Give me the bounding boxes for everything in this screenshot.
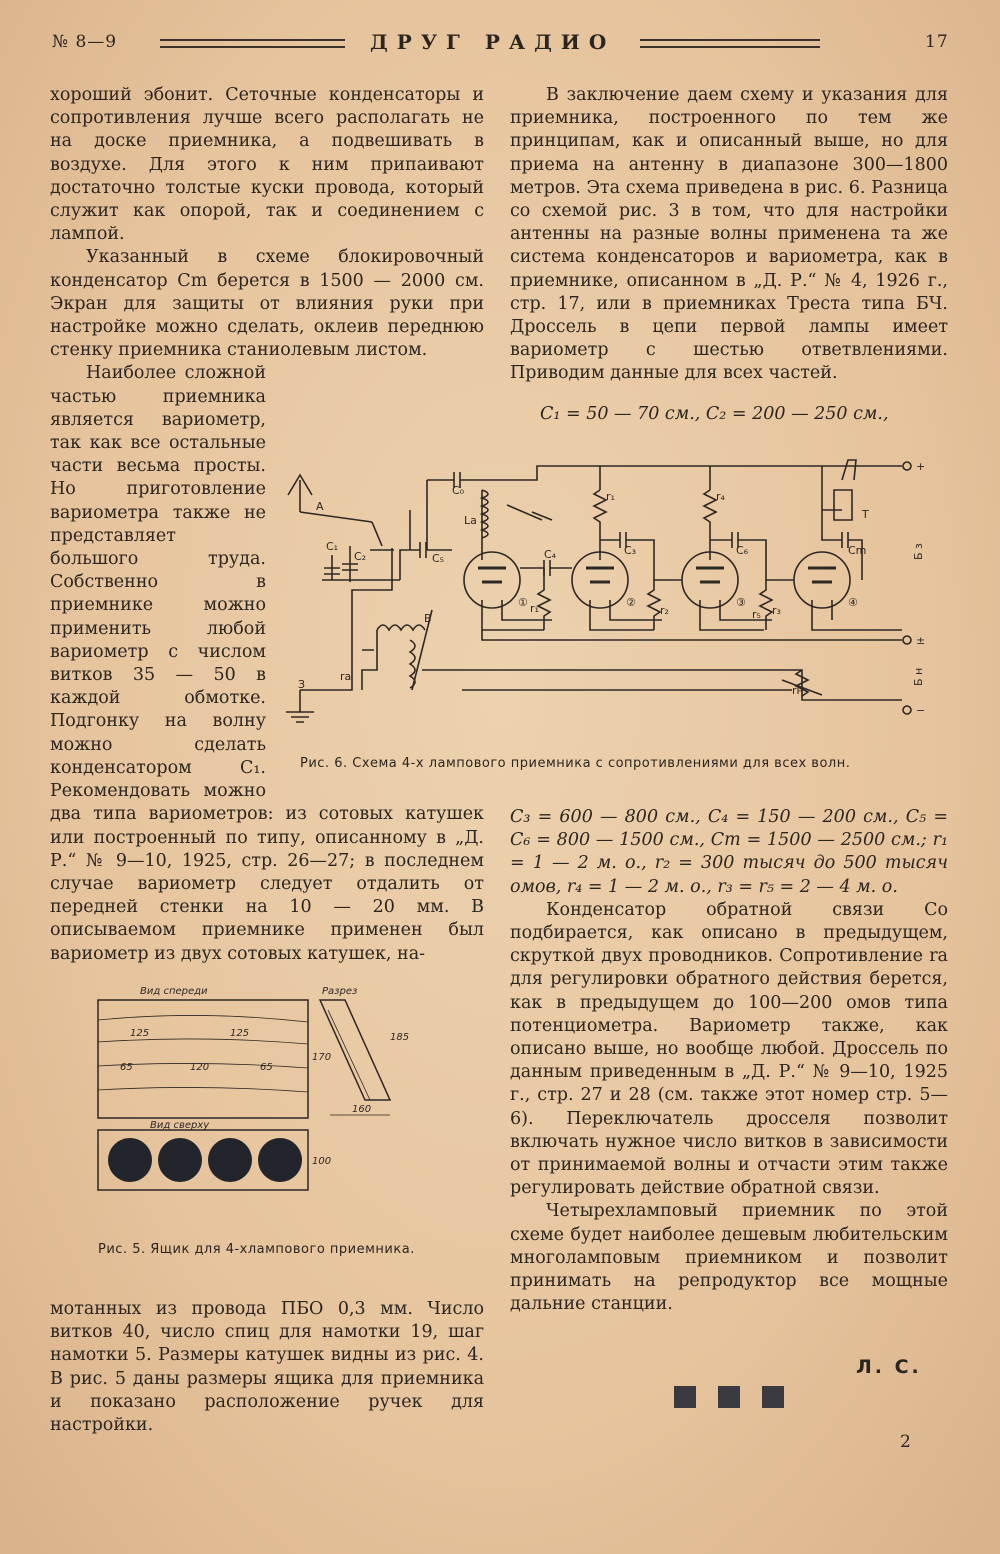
paragraph: хороший эбонит. Сеточные конденсаторы и сопротивления лучше всего располагать не на доске приемника, а подвешивать в воздухе. Для этого к ним припаивают достаточно толстые куски провода, который служит как опорой, так и соединением с лампой. (50, 85, 484, 245)
label-r4: r₄ (716, 490, 725, 503)
footer-number: 2 (900, 1432, 912, 1452)
header-rule-left (160, 39, 345, 48)
paragraph: Четырехламповый приемник по этой схеме будет наиболее дешевым любительским многоламповым приемником и позволит принимать на репродуктор все мощные дальние станции. (510, 1201, 948, 1315)
label-choke: Lа (464, 514, 477, 527)
author-signature: Л. С. (856, 1356, 922, 1378)
label-pm: ± (916, 634, 926, 647)
label-cm: Cm (848, 544, 867, 557)
dim-125: 125 (130, 1028, 150, 1039)
label-c6: C₆ (736, 544, 749, 557)
page-number: 17 (925, 32, 949, 52)
tube-1-label: ① (518, 596, 528, 609)
tube-4-label: ④ (848, 596, 858, 609)
label-c2: C₂ (354, 550, 367, 563)
paragraph: C₃ = 600 — 800 см., C₄ = 150 — 200 см., C₅ = C₆ = 800 — 1500 см., Cm = 1500 — 2500 см.; r₁ = 1 — 2 м. о., r₂ = 300 тысяч до 500 тысяч омов, r₄ = 1 — 2 м. о., r₃ = r₅ = 2 — 4 м. о. (510, 807, 948, 897)
label-r2: r₂ (660, 604, 669, 617)
end-mark-square (762, 1386, 784, 1408)
label-c3: C₃ (624, 544, 637, 557)
label-bat-n: Б н (912, 667, 925, 686)
end-mark-square (674, 1386, 696, 1408)
dim-160: 160 (352, 1104, 372, 1115)
label-r3: r₃ (772, 604, 781, 617)
label-plus: + (916, 460, 926, 473)
dim-65: 65 (260, 1062, 273, 1073)
paragraph: В заключение даем схему и указания для приемника, построенного по тем же принципам, как и описанный выше, но для приема на антенну в диапазоне 300—1800 метров. Эта схема приведена в рис. 6. Разница со схемой рис. 3 в том, что для настройки антенны на разные волны применена та же система конденсаторов и вариометра, как в приемнике, описанном в „Д. Р.“ № 4, 1926 г., стр. 17, или в приемниках Треста типа БЧ. Дроссель в цепи первой лампы имеет вариометр с шестью ответвлениями. Приводим данные для всех частей. (510, 85, 948, 384)
label-section: Разрез (322, 986, 358, 997)
label-c0: C₀ (452, 484, 465, 497)
paragraph: мотанных из провода ПБО 0,3 мм. Число витков 40, число спиц для намотки 19, шаг намотки 5. Размеры катушек видны из рис. 4. В рис. 5 даны размеры ящика для приемника и показано расположение ручек для настройки. (50, 1299, 484, 1436)
dim-100: 100 (312, 1156, 332, 1167)
label-minus: − (916, 704, 926, 717)
end-mark-square (718, 1386, 740, 1408)
label-r1: r₁ (606, 490, 615, 503)
label-phone: Т (862, 508, 869, 521)
right-column-top (510, 84, 948, 386)
label-bat-b: Б з (912, 543, 925, 560)
label-variometer: В (424, 612, 432, 625)
dim-125: 125 (230, 1028, 250, 1039)
label-r5: r₅ (752, 608, 761, 621)
label-c4: C₄ (544, 548, 557, 561)
label-front-view: Вид спереди (140, 986, 208, 997)
label-top-view: Вид сверху (150, 1120, 210, 1131)
dim-65: 65 (120, 1062, 133, 1073)
issue-number: № 8—9 (52, 32, 118, 52)
tube-3-label: ③ (736, 596, 746, 609)
label-r1: r₁ (530, 602, 539, 615)
header-rule-right (640, 39, 820, 48)
label-antenna: А (316, 500, 324, 513)
label-c5: C₅ (432, 552, 445, 565)
figure-5-box-drawing (90, 980, 450, 1205)
paragraph: Конденсатор обратной связи Co подбирается, как описано в предыдущем, скруткой двух проводников. Сопротивление ra для регулировки обратного действия берется, как в предыдущем до 100—200 омов типа потенциометра. Вариометр также, как описано выше, но вообще любой. Дроссель по данным приведенным в „Д. Р.“ № 9—10, 1925 г., стр. 27 и 28 (см. также этот номер стр. 5—6). Переключатель дросселя позволит включать нужное число витков в зависимости от принимаемой волны и отчасти этим также регулировать действие обратной связи. (510, 899, 948, 1199)
label-rn: rн (792, 684, 804, 697)
label-c1: C₁ (326, 540, 339, 553)
paragraph: Указанный в схеме блокировочный конденсатор Cm берется в 1500 — 2000 см. Экран для защиты от влияния руки при настройке можно сделать, оклеив переднюю стенку приемника станиолевым листом. (50, 247, 484, 361)
figure-5-caption: Рис. 5. Ящик для 4-хлампового приемника. (98, 1242, 415, 1257)
figure-6-caption: Рис. 6. Схема 4-х лампового приемника с сопротивлениями для всех волн. (300, 756, 851, 771)
label-ra: rа (340, 670, 352, 683)
dim-170: 170 (312, 1052, 332, 1063)
dim-185: 185 (390, 1032, 410, 1043)
paragraph: Наиболее сложной частью приемника является вариометр, так как все остальные части весьма просты. Но приготовление вариометра также не представляет большого труда. Собственно в приемнике можно применить любой вариометр с числом витков 35 — 50 в каждой обмотке. Подгонку на волну можно сделать конденсатором C₁. Рекомендовать можно два типа вариометров: из сотовых катушек или построенный по типу, описанному в „Д. Р.“ № 9—10, 1925, стр. 26—27; в последнем случае вариометр следует отдалить от передней стенки на 10 — 20 мм. В описываемом приемнике применен был вариометр из двух сотовых катушек, на- (50, 363, 484, 964)
tube-2-label: ② (626, 596, 636, 609)
figure-6-schematic (282, 450, 942, 750)
journal-title: ДРУГ РАДИО (370, 30, 616, 54)
left-column-bottom (50, 1298, 484, 1437)
label-ground: З (298, 678, 306, 691)
formula-line: C₁ = 50 — 70 см., C₂ = 200 — 250 см., (540, 404, 889, 424)
right-column-bottom (510, 806, 948, 1316)
dim-120: 120 (190, 1062, 210, 1073)
